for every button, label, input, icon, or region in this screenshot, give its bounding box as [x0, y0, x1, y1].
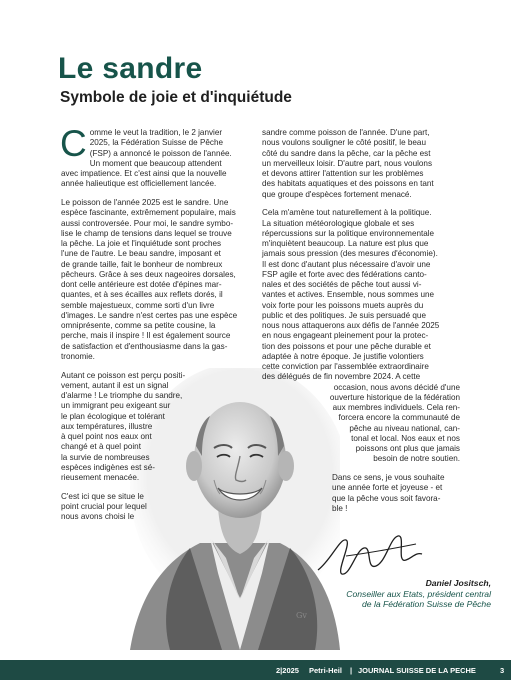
text-line: répercussions sur la politique environnementale	[262, 228, 435, 238]
text-line: que groupe d'espèces fortement menacé.	[262, 189, 412, 199]
text-line: changé et à quel point	[61, 442, 141, 452]
text-line: omme le veut la tradition, le 2 janvier	[89, 128, 223, 137]
text-line: une année forte et joyeuse - et	[332, 483, 443, 493]
footer-issue: 2|2025	[276, 666, 299, 675]
svg-text:Gv: Gv	[296, 611, 307, 620]
text-line: à quel point nos eaux ont	[61, 432, 152, 441]
paragraph-sandre	[61, 198, 251, 362]
right-column	[262, 128, 460, 523]
author-role: de la Fédération Suisse de Pêche	[362, 599, 491, 609]
text-line: espèces indigènes est sé-	[61, 462, 155, 472]
text-line: vantes et actives. Ensemble, nous sommes une	[262, 290, 435, 300]
text-line: La situation météorologique globale et ses	[262, 218, 415, 228]
text-line: vement, autant il est un signal	[61, 380, 169, 390]
text-line: poissons ont plus que jamais	[355, 444, 460, 453]
paragraph-politique	[262, 208, 460, 464]
text-line: en nous engageant pleinement pour la protec-	[262, 331, 429, 341]
text-line: des habitats aquatiques et des poissons en tant	[262, 179, 434, 189]
text-line: des délégués de fin novembre 2024. A cette	[262, 372, 421, 382]
footer-separator: |	[350, 666, 353, 675]
text-line: pêcheurs. Grâce à ses deux nageoires dorsales,	[61, 269, 236, 279]
text-line: la survie de nombreuses	[61, 452, 150, 462]
text-line: 2025, la Fédération Suisse de Pêche	[89, 138, 223, 148]
author-name: Daniel Jositsch,	[425, 578, 491, 588]
text-line: espèce fascinante, extrêmement populaire, mais	[61, 208, 236, 218]
text-line: point crucial pour lequel	[61, 502, 147, 511]
text-line: d'alarme ! Le triomphe du sandre,	[61, 391, 183, 400]
text-line: quantes, et à ses écailles aux reflets dorés, il	[61, 290, 223, 300]
text-line: tion des poissons et pour une pêche durable et	[262, 341, 431, 351]
text-line: dont celle antérieure est dotée d'épines mar-	[61, 280, 222, 289]
text-line: (FSP) a annoncé le poisson de l'année.	[89, 148, 232, 158]
text-line: pêche au niveau national, can-	[349, 423, 460, 433]
text-line: et devons attirer l'attention sur les problèmes	[262, 169, 424, 178]
paragraph-poisson-annee	[262, 128, 460, 200]
text-line: cette conviction par l'assemblée extraordinaire	[262, 362, 429, 371]
text-line: le plan écologique et tolérant	[61, 411, 165, 421]
text-line: année halieutique est officiellement lancée.	[61, 179, 217, 189]
drop-cap: C	[60, 123, 87, 164]
text-line: lise le champ de tensions dans lequel se trouve	[61, 228, 232, 238]
text-line: jamais sous pression (des mesures d'économie).	[262, 249, 438, 259]
text-line: nous nous attaquerons aux défis de l'année 2025	[262, 321, 440, 330]
author-block	[346, 578, 491, 610]
text-line: semble majestueux, comme sorti d'un livre	[61, 300, 215, 310]
article-title: Le sandre	[58, 52, 203, 85]
text-line: d'images. Le sandre n'est certes pas une espèce	[61, 310, 238, 320]
text-line: Dans ce sens, je vous souhaite	[332, 473, 445, 482]
text-line: côté du sandre dans la pêche, car la pêche est	[262, 148, 431, 158]
text-line: rieusement menacée.	[61, 473, 140, 482]
text-line: de grande taille, fait le bonheur de nombreux	[61, 259, 223, 269]
text-line: besoin de notre soutien.	[373, 454, 460, 464]
signature-icon	[316, 530, 426, 580]
paragraph-intro	[60, 123, 251, 190]
text-line: aux températures, illustre	[61, 421, 153, 431]
text-line: nous voulons souligner le côté positif, le beau	[262, 138, 426, 148]
text-line: Il est donc d'autant plus nécessaire d'avoir une	[262, 259, 431, 269]
paragraph-crucial	[61, 492, 251, 523]
text-line: l'une de l'autre. Le beau sandre, imposant et	[61, 249, 221, 259]
text-line: tronomie.	[61, 351, 95, 361]
footer-journal: JOURNAL SUISSE DE LA PECHE	[358, 666, 476, 675]
text-line: occasion, nous avons décidé d'une	[333, 382, 460, 392]
text-line: C'est ici que se situe le	[61, 491, 144, 501]
article-subtitle: Symbole de joie et d'inquiétude	[60, 89, 292, 106]
text-line: m'inquiètent beaucoup. La nature est plus que	[262, 239, 429, 248]
text-line: Cela m'amène tout naturellement à la politique.	[262, 208, 432, 218]
text-line: nales et des sociétés de pêche tout aussi vi-	[262, 280, 422, 289]
text-line: ouverture historique de la fédération	[329, 392, 460, 402]
text-line: tonal et local. Nos eaux et nos	[351, 433, 460, 443]
text-line: voix forte pour les poissons muets auprès du	[262, 300, 424, 310]
text-line: un immigrant peu exigeant sur	[61, 401, 171, 411]
footer-magazine: Petri-Heil	[309, 666, 342, 675]
text-line: aussi controversée. Pour moi, le sandre symbo-	[61, 218, 234, 228]
text-line: sandre comme poisson de l'année. D'une part,	[262, 128, 430, 137]
page-number: 3	[500, 666, 505, 675]
text-line: perche, mais il inspire ! Il est également source	[61, 331, 231, 341]
author-role: Conseiller aux Etats, président central	[346, 588, 491, 599]
text-line: Autant ce poisson est perçu positi-	[61, 370, 186, 380]
text-line: adaptée à notre époque. Je justifie volontiers	[262, 351, 424, 361]
text-line: Le poisson de l'année 2025 est le sandre. Une	[61, 198, 229, 207]
text-line: que la pêche vous soit favora-	[332, 493, 441, 503]
text-line: un merveilleux loisir. D'autre part, nous voulons	[262, 158, 433, 168]
text-line: omniprésente, comme sa petite cousine, la	[61, 321, 216, 330]
text-line: ble !	[332, 503, 348, 513]
text-line: Un moment que beaucoup attendent	[89, 158, 222, 168]
text-line: nous avons choisi le	[61, 512, 135, 522]
text-line: de satisfaction et d'enthousiasme dans la gas-	[61, 341, 228, 351]
page-footer	[0, 660, 511, 680]
text-line: forcera encore la communauté de	[338, 413, 460, 423]
text-line: avec impatience. Et c'est ainsi que la nouvelle	[61, 169, 227, 178]
left-column	[60, 123, 251, 531]
paragraph-alarm	[61, 371, 251, 484]
text-line: la pêche. La joie et l'inquiétude sont proches	[61, 239, 222, 248]
text-line: FSP agile et forte avec des fédérations canto-	[262, 269, 427, 279]
paragraph-closing	[262, 473, 460, 514]
text-line: public et des politiques. Je suis persuadé que	[262, 310, 426, 320]
text-line: aux membres individuels. Cela ren-	[332, 403, 460, 412]
